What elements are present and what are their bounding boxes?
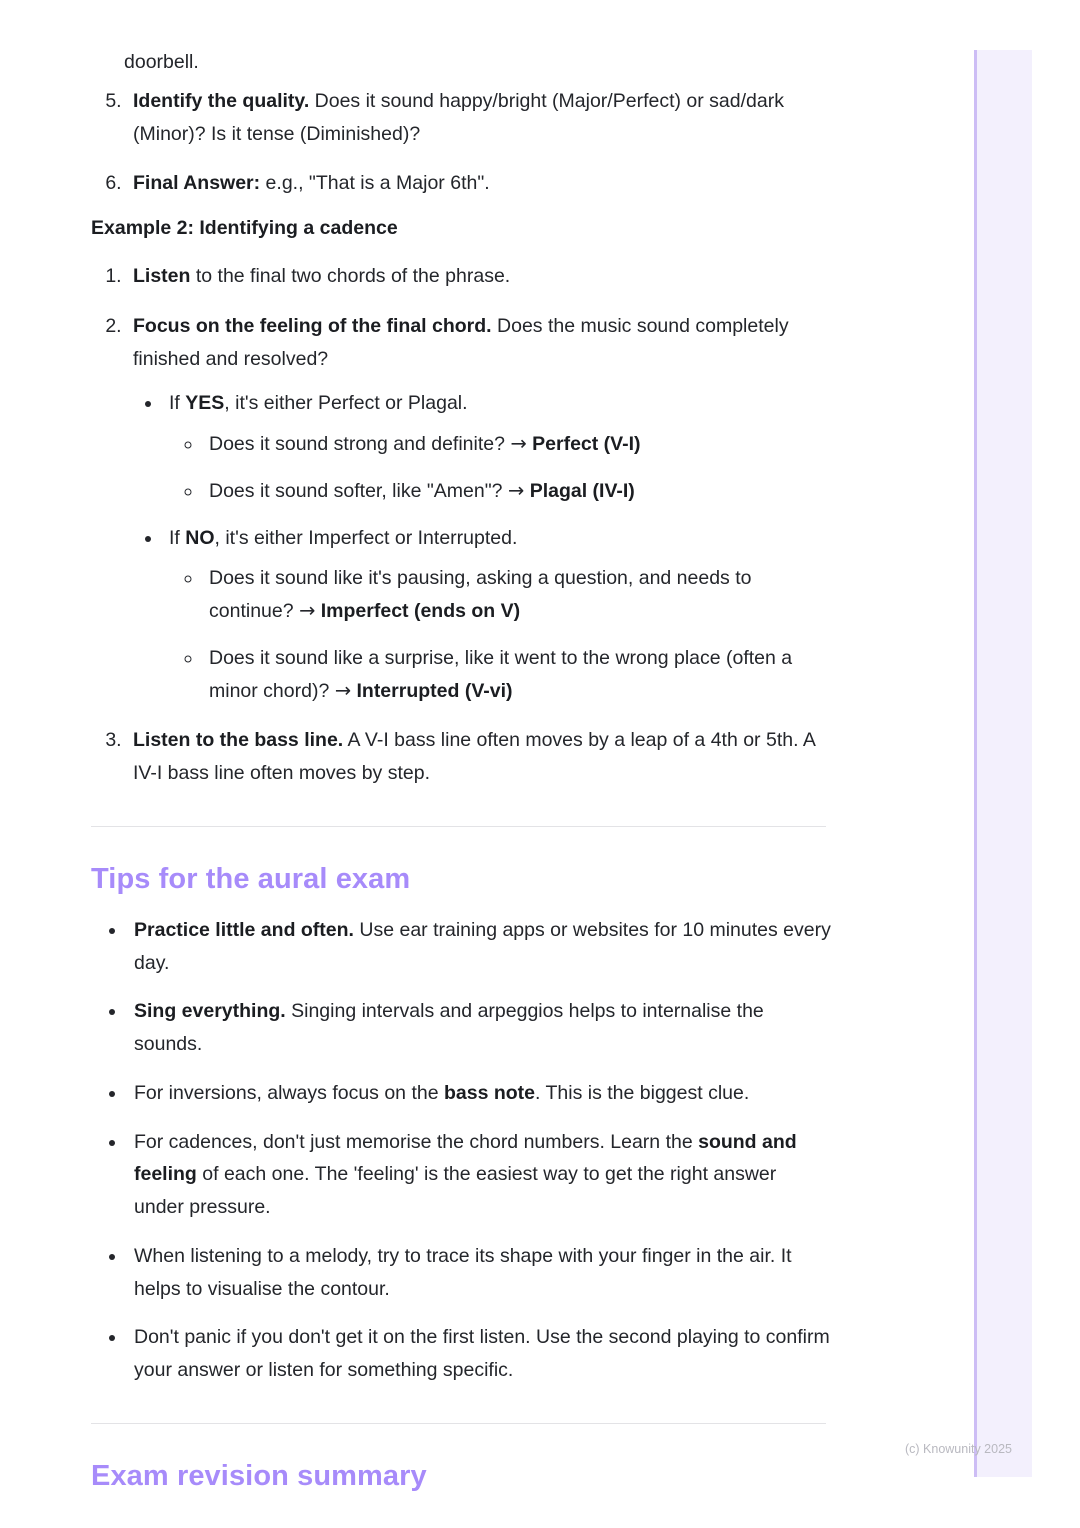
branch-lead-bold: YES (185, 392, 225, 415)
list-item (127, 1240, 831, 1306)
list-item (127, 1077, 831, 1110)
list-item (127, 260, 831, 293)
list-item (127, 995, 831, 1061)
option-question: Does it sound like a surprise, like it went to the wrong place (often a minor chord)? (209, 646, 793, 702)
list-item (203, 562, 831, 628)
step-text: A V-I bass line often moves by a leap of a 4th or 5th. A IV-I bass line often moves by step. (133, 729, 815, 784)
list-item (127, 167, 831, 200)
continuation-text: doorbell. (124, 51, 199, 73)
example-2-steps (91, 260, 831, 790)
option-answer: Perfect (V-I) (532, 433, 641, 455)
list-item (127, 1321, 831, 1387)
list-item (163, 522, 831, 708)
step-label: Final Answer: (133, 172, 261, 195)
document-content (91, 0, 831, 1493)
section-divider (91, 1423, 826, 1424)
tips-heading: Tips for the aural exam (91, 862, 411, 895)
arrow-icon: → (334, 678, 352, 702)
branch-lead-bold: NO (185, 526, 215, 549)
arrow-icon: → (299, 599, 316, 622)
summary-heading: Exam revision summary (91, 1459, 427, 1492)
branch-lead-post: , it's either Perfect or Plagal. (224, 392, 468, 415)
no-options (169, 562, 831, 707)
example-2-title: Example 2: Identifying a cadence (91, 217, 398, 239)
branch-lead-pre: If (169, 526, 186, 549)
list-item (127, 1126, 831, 1224)
option-answer: Imperfect (ends on V) (320, 600, 521, 622)
step-label: Focus on the feeling of the final chord. (133, 314, 492, 337)
tip-text-post: . This is the biggest clue. (535, 1081, 750, 1104)
option-answer: Plagal (IV-I) (529, 479, 635, 502)
step-label: Identify the quality. (133, 89, 310, 112)
option-question: Does it sound softer, like "Amen"? (209, 479, 508, 502)
step-text: to the final two chords of the phrase. (190, 265, 511, 287)
arrow-icon: → (507, 478, 525, 502)
tip-text-post: of each one. The 'feeling' is the easiest way to get the right answer under pressure. (134, 1163, 777, 1218)
tips-list (91, 914, 831, 1387)
list-item (203, 642, 831, 708)
option-question: Does it sound like it's pausing, asking a question, and needs to continue? (209, 567, 752, 622)
list-item (127, 724, 831, 790)
list-item (163, 387, 831, 507)
arrow-icon: → (510, 432, 527, 455)
tip-text: Singing intervals and arpeggios helps to internalise the sounds. (134, 1000, 764, 1055)
yes-options (169, 428, 831, 508)
tip-label: bass note (443, 1081, 536, 1104)
list-item (203, 475, 831, 508)
branch-lead-post: , it's either Imperfect or Interrupted. (214, 526, 518, 549)
list-item (127, 310, 831, 708)
tip-label: Sing everything. (134, 1000, 286, 1023)
step-text: Does the music sound completely finished and resolved? (133, 314, 789, 370)
step-text: e.g., "That is a Major 6th". (260, 172, 490, 195)
tip-label: sound and feeling (134, 1130, 797, 1186)
section-divider (91, 826, 826, 827)
tip-text-pre: For inversions, always focus on the (134, 1081, 444, 1104)
tip-text: When listening to a melody, try to trace its shape with your finger in the air. It helps to visualise the contour. (134, 1244, 792, 1300)
branch-lead-pre: If (169, 392, 186, 415)
tip-text: Use ear training apps or websites for 10 minutes every day. (134, 918, 831, 974)
example-1-steps (91, 85, 831, 200)
list-item (127, 914, 831, 980)
step-label: Listen to the bass line. (133, 729, 344, 752)
list-item (127, 85, 831, 151)
list-item (203, 428, 831, 461)
step-text: Does it sound happy/bright (Major/Perfect) or sad/dark (Minor)? Is it tense (Diminished)? (133, 89, 784, 145)
cadence-branches (133, 387, 831, 707)
tip-text-pre: For cadences, don't just memorise the chord numbers. Learn the (134, 1130, 699, 1153)
tip-label: Practice little and often. (134, 918, 354, 941)
option-answer: Interrupted (V-vi) (356, 679, 513, 702)
tip-text: Don't panic if you don't get it on the first listen. Use the second playing to confirm your answer or listen for something specific. (134, 1326, 830, 1381)
watermark: (c) Knowunity 2025 (904, 1442, 1012, 1456)
step-label: Listen (133, 265, 191, 287)
option-question: Does it sound strong and definite? (209, 433, 511, 455)
